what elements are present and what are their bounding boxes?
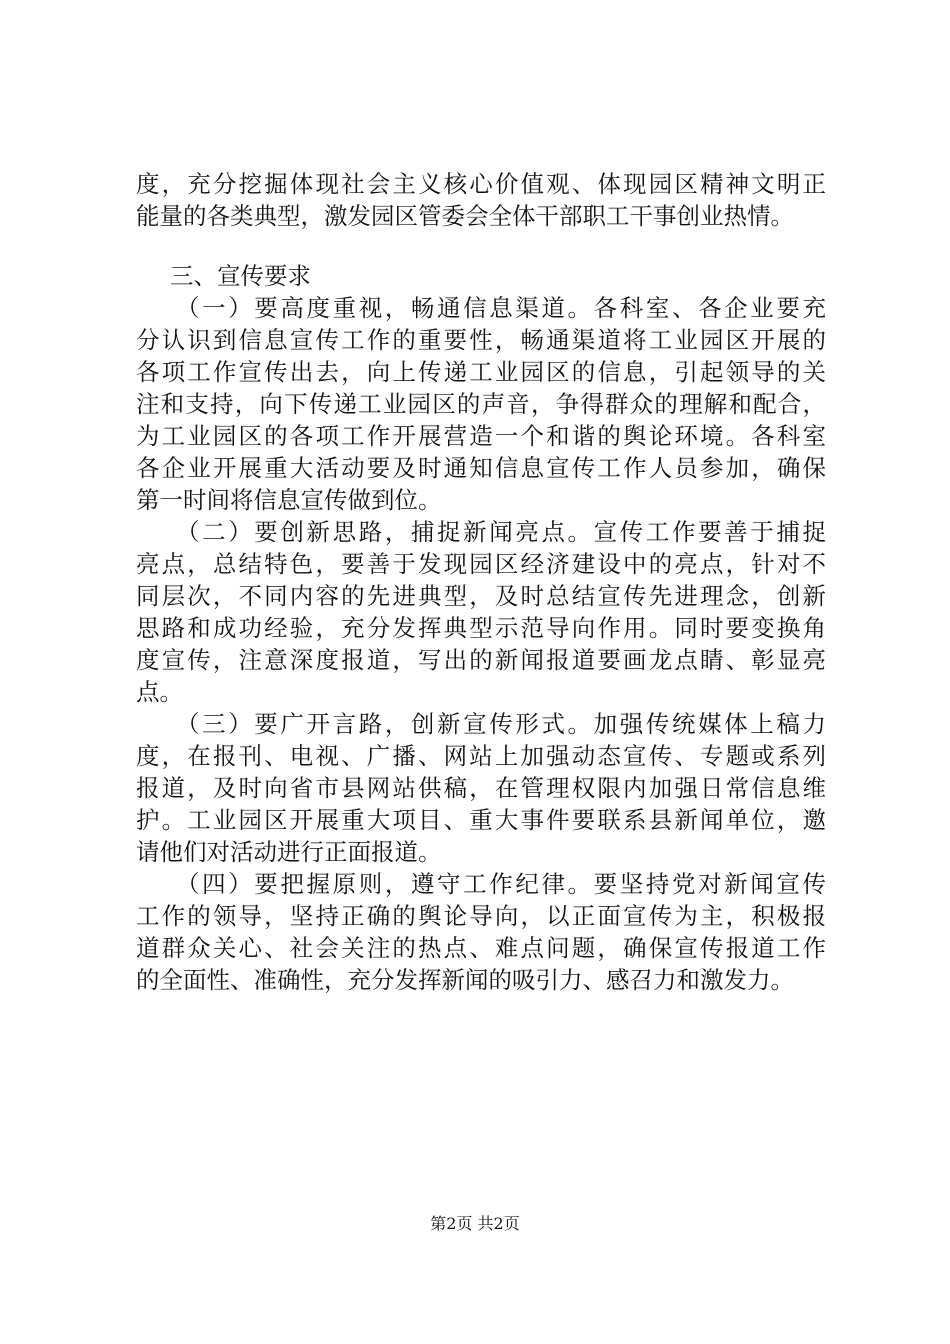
text-line: （二）要创新思路，捕捉新闻亮点。宣传工作要善于捕捉: [176, 518, 826, 546]
text-line: （三）要广开言路，创新宣传形式。加强传统媒体上稿力: [176, 710, 826, 738]
paragraph-gap: [136, 232, 826, 260]
text-line: 分认识到信息宣传工作的重要性，畅通渠道将工业园区开展的: [136, 326, 826, 354]
text-line: 注和支持，向下传递工业园区的声音，争得群众的理解和配合，: [136, 390, 826, 418]
text-line: （一）要高度重视，畅通信息渠道。各科室、各企业要充: [176, 294, 826, 322]
page-number-footer: 第2页 共2页: [430, 1214, 520, 1233]
text-line: 各项工作宣传出去，向上传递工业园区的信息，引起领导的关: [136, 358, 826, 386]
text-line: 报道，及时向省市县网站供稿，在管理权限内加强日常信息维: [136, 774, 826, 802]
text-line: 道群众关心、社会关注的热点、难点问题，确保宣传报道工作: [136, 934, 826, 962]
text-line: 护。工业园区开展重大项目、重大事件要联系县新闻单位，邀: [136, 806, 826, 834]
paragraph-2: [136, 516, 826, 708]
text-line: 亮点，总结特色，要善于发现园区经济建设中的亮点，针对不: [136, 550, 826, 578]
text-line: 点。: [136, 678, 183, 706]
text-line: 能量的各类典型，激发园区管委会全体干部职工干事创业热情。: [136, 202, 794, 230]
text-line: 同层次，不同内容的先进典型，及时总结宣传先进理念，创新: [136, 582, 826, 610]
text-line: 为工业园区的各项工作开展营造一个和谐的舆论环境。各科室: [136, 422, 826, 450]
paragraph-4: [136, 868, 826, 996]
text-line: 度宣传，注意深度报道，写出的新闻报道要画龙点睛、彰显亮: [136, 646, 826, 674]
text-line: 度，充分挖掘体现社会主义核心价值观、体现园区精神文明正: [136, 170, 826, 198]
text-line: 工作的领导，坚持正确的舆论导向，以正面宣传为主，积极报: [136, 902, 826, 930]
text-line: 请他们对活动进行正面报道。: [136, 838, 442, 866]
text-line: 的全面性、准确性，充分发挥新闻的吸引力、感召力和激发力。: [136, 966, 794, 994]
section-heading: 三、宣传要求: [170, 262, 311, 290]
text-line: 思路和成功经验，充分发挥典型示范导向作用。同时要变换角: [136, 614, 826, 642]
intro-paragraph: [136, 168, 826, 232]
text-line: （四）要把握原则，遵守工作纪律。要坚持党对新闻宣传: [176, 870, 826, 898]
paragraph-1: [136, 292, 826, 516]
text-line: 第一时间将信息宣传做到位。: [136, 486, 442, 514]
text-line: 各企业开展重大活动要及时通知信息宣传工作人员参加，确保: [136, 454, 826, 482]
text-line: 度，在报刊、电视、广播、网站上加强动态宣传、专题或系列: [136, 742, 826, 770]
document-body: [136, 168, 826, 996]
paragraph-3: [136, 708, 826, 868]
